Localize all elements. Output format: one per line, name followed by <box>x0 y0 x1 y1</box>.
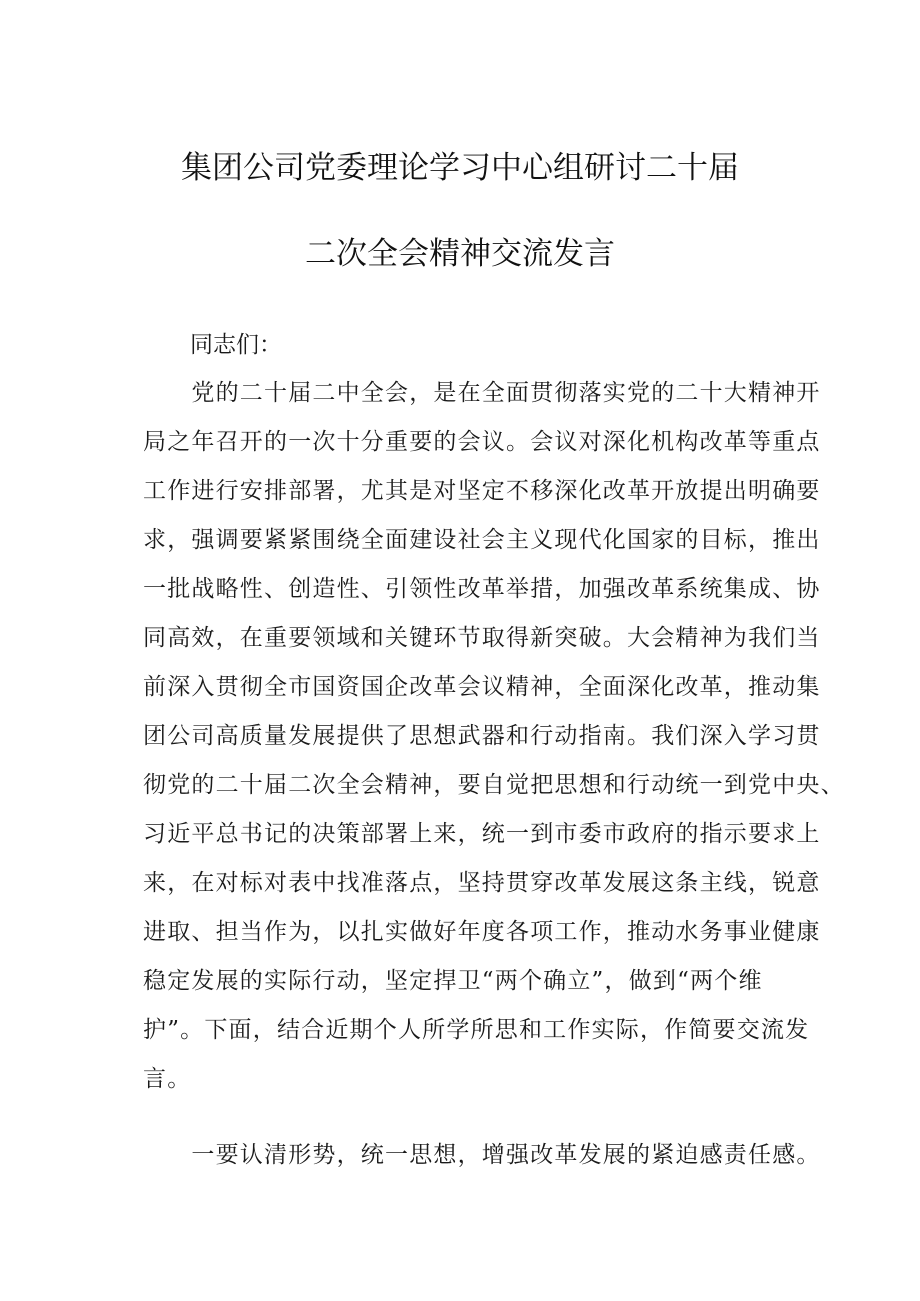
paragraph-line: 稳定发展的实际行动，坚定捍卫“两个确立”，做到“两个维 <box>143 968 763 994</box>
document-title-line2: 二次全会精神交流发言 <box>305 236 615 272</box>
paragraph-line: 求，强调要紧紧围绕全面建设社会主义现代化国家的目标，推出 <box>143 527 821 553</box>
paragraph-line: 言。 <box>143 1066 192 1092</box>
paragraph-line: 一要认清形势，统一思想，增强改革发展的紧迫感责任感。 <box>143 1142 821 1168</box>
document-title-line1: 集团公司党委理论学习中心组研讨二十届 <box>181 150 739 186</box>
paragraph-line: 护”。下面，结合近期个人所学所思和工作实际，作简要交流发 <box>143 1017 810 1043</box>
salutation: 同志们： <box>190 332 282 358</box>
paragraph-line: 来，在对标对表中找准落点，坚持贯穿改革发展这条主线，锐意 <box>143 870 821 896</box>
paragraph-line: 彻党的二十届二次全会精神，要自觉把思想和行动统一到党中央、 <box>143 772 845 798</box>
paragraph-line: 进取、担当作为，以扎实做好年度各项工作，推动水务事业健康 <box>143 919 821 945</box>
paragraph-line: 一批战略性、创造性、引领性改革举措，加强改革系统集成、协 <box>143 576 821 602</box>
paragraph-line: 团公司高质量发展提供了思想武器和行动指南。我们深入学习贯 <box>143 723 821 749</box>
paragraph-line: 习近平总书记的决策部署上来，统一到市委市政府的指示要求上 <box>143 821 821 847</box>
paragraph-line: 同高效，在重要领域和关键环节取得新突破。大会精神为我们当 <box>143 625 821 651</box>
paragraph-line: 前深入贯彻全市国资国企改革会议精神，全面深化改革，推动集 <box>143 674 821 700</box>
paragraph-line: 工作进行安排部署，尤其是对坚定不移深化改革开放提出明确要 <box>143 478 821 504</box>
paragraph-line: 党的二十届二中全会，是在全面贯彻落实党的二十大精神开 <box>143 380 821 406</box>
paragraph-line: 局之年召开的一次十分重要的会议。会议对深化机构改革等重点 <box>143 429 821 455</box>
